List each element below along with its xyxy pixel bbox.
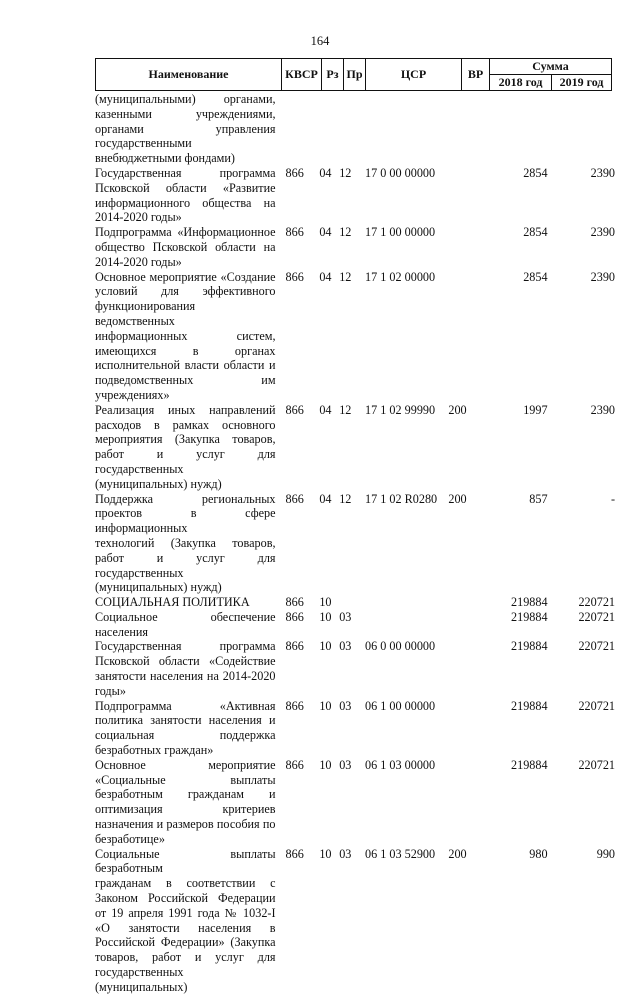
header-rz: Рз — [322, 59, 344, 91]
row-sum-2019: 220721 — [578, 595, 616, 610]
table-row — [95, 847, 615, 995]
row-rz: 10 — [319, 609, 332, 624]
row-name — [95, 699, 276, 758]
row-name-line: органами управления — [95, 121, 276, 136]
row-name-line: Государственная программа — [95, 639, 276, 654]
row-name-line: информационных систем, — [95, 328, 276, 343]
row-csr: 17 1 02 00000 — [365, 269, 436, 284]
row-rz: 10 — [319, 757, 332, 772]
row-name-line: безработных граждан» — [95, 743, 214, 758]
row-name-line: (муниципальными) органами, — [95, 92, 276, 106]
row-name-line: функционирования ведомственных — [95, 299, 196, 328]
table-row — [95, 270, 615, 403]
row-rz: 04 — [319, 165, 332, 180]
row-name-line: социальная поддержка — [95, 728, 276, 743]
row-sum-2019: 220721 — [578, 757, 616, 772]
row-csr: 17 0 00 00000 — [365, 165, 436, 180]
row-csr: 17 1 02 99990 — [365, 402, 436, 417]
row-name-line: расходов в рамках основного — [95, 417, 276, 432]
table-row — [95, 595, 615, 610]
row-sum-2018: 219884 — [511, 757, 548, 772]
table-body — [95, 92, 615, 995]
row-sum-2019: 2390 — [590, 165, 616, 180]
row-name — [95, 270, 276, 403]
row-rz: 04 — [319, 225, 332, 240]
row-name-line: от 19 апреля 1991 года № 1032-I — [95, 905, 276, 920]
row-pr: 03 — [339, 639, 352, 654]
row-name-line: Основное мероприятие «Создание — [95, 269, 276, 284]
row-name-line: Законом Российской Федерации — [95, 891, 276, 906]
header-2018: 2018 год — [490, 75, 552, 91]
row-sum-2018: 2854 — [523, 225, 548, 240]
row-name-line: Социальные выплаты безработным — [95, 846, 276, 876]
row-sum-2019: 2390 — [590, 402, 616, 417]
row-sum-2018: 2854 — [523, 165, 548, 180]
row-sum-2018: 219884 — [511, 595, 548, 610]
row-sum-2019: - — [610, 491, 616, 506]
table-row — [95, 492, 615, 596]
header-kvsr: КВСР — [282, 59, 322, 91]
row-name-line: информационного общества на — [95, 195, 276, 210]
header-csr: ЦСР — [366, 59, 462, 91]
row-name-line: работ и услуг для государственных — [95, 447, 276, 476]
row-sum-2019: 2390 — [590, 225, 616, 240]
row-name — [95, 225, 276, 269]
row-name — [95, 758, 276, 847]
row-kvsr: 866 — [285, 491, 304, 506]
header-2019: 2019 год — [552, 75, 612, 91]
row-name-line: годы» — [95, 683, 126, 698]
row-vr: 200 — [448, 491, 467, 506]
row-name-line: товаров, работ и услуг для — [95, 950, 276, 965]
row-name-line: «О занятости населения в — [95, 920, 276, 935]
row-name-line: назначения и размеров пособия по — [95, 817, 276, 832]
row-name-line: казенными учреждениями, — [95, 106, 276, 121]
row-rz: 10 — [319, 698, 332, 713]
row-kvsr: 866 — [285, 269, 304, 284]
row-pr: 03 — [339, 609, 352, 624]
row-pr: 12 — [339, 165, 352, 180]
table-row — [95, 403, 615, 492]
row-name — [95, 610, 276, 640]
row-sum-2018: 1997 — [523, 402, 548, 417]
row-sum-2019: 220721 — [578, 609, 616, 624]
row-name-line: (муниципальных) нужд) — [95, 580, 222, 595]
row-name-line: Псковской области «Развитие — [95, 180, 276, 195]
row-sum-2019: 990 — [596, 846, 616, 861]
row-kvsr: 866 — [285, 595, 304, 610]
header-sum: Сумма — [490, 59, 612, 75]
row-name-line: Социальное обеспечение — [95, 609, 276, 624]
row-name-line: мероприятия (Закупка товаров, — [95, 432, 276, 447]
row-name-line: исполнительной власти области и — [95, 358, 276, 373]
row-name-line: условий для эффективного — [95, 284, 276, 299]
row-name-line: Реализация иных направлений — [95, 402, 276, 417]
row-name-line: проектов в сфере информационных — [95, 506, 276, 536]
row-csr: 06 1 03 52900 — [365, 846, 436, 861]
row-name-line: Подпрограмма «Активная — [95, 698, 276, 713]
row-sum-2019: 220721 — [578, 639, 616, 654]
row-csr: 06 1 03 00000 — [365, 757, 436, 772]
row-rz: 04 — [319, 269, 332, 284]
row-vr: 200 — [448, 402, 467, 417]
table-row — [95, 639, 615, 698]
row-name — [95, 166, 276, 225]
row-kvsr: 866 — [285, 698, 304, 713]
table-header — [95, 58, 612, 91]
row-csr: 17 1 02 R0280 — [365, 491, 438, 506]
header-pr: Пр — [344, 59, 366, 91]
table-row — [95, 610, 615, 640]
row-name-line: общество Псковской области на — [95, 239, 276, 254]
row-sum-2018: 219884 — [511, 609, 548, 624]
row-rz: 10 — [319, 846, 332, 861]
row-rz: 04 — [319, 491, 332, 506]
row-rz: 04 — [319, 402, 332, 417]
row-name-line: Российской Федерации» (Закупка — [95, 935, 276, 950]
row-name-line: Основное мероприятие — [95, 757, 276, 772]
row-sum-2019: 220721 — [578, 698, 616, 713]
row-pr: 12 — [339, 225, 352, 240]
row-name-line: подведомственных им — [95, 373, 276, 388]
row-pr: 12 — [339, 402, 352, 417]
row-sum-2018: 857 — [529, 491, 548, 506]
table-row — [95, 92, 615, 166]
row-name-line: Подпрограмма «Информационное — [95, 225, 276, 240]
table-row — [95, 166, 615, 225]
row-name-line: Поддержка региональных — [95, 491, 276, 506]
row-name-line: учреждениях» — [95, 387, 170, 402]
row-name-line: СОЦИАЛЬНАЯ ПОЛИТИКА — [95, 595, 250, 610]
row-kvsr: 866 — [285, 639, 304, 654]
row-pr: 03 — [339, 698, 352, 713]
row-sum-2018: 2854 — [523, 269, 548, 284]
table-row — [95, 758, 615, 847]
row-rz: 10 — [319, 595, 332, 610]
row-name-line: гражданам в соответствии с — [95, 876, 276, 891]
row-name-line: работ и услуг для государственных — [95, 550, 276, 580]
row-name-line: безработице» — [95, 831, 165, 846]
row-kvsr: 866 — [285, 846, 304, 861]
row-name-line: политика занятости населения и — [95, 713, 276, 728]
row-pr: 12 — [339, 269, 352, 284]
row-name-line: безработным гражданам и — [95, 787, 276, 802]
table-row — [95, 225, 615, 269]
row-name — [95, 595, 276, 610]
row-kvsr: 866 — [285, 609, 304, 624]
row-name-line: населения — [95, 624, 149, 639]
row-name-line: «Социальные выплаты — [95, 772, 276, 787]
row-name-line: государственными — [95, 136, 192, 151]
row-sum-2019: 2390 — [590, 269, 616, 284]
header-vr: ВР — [462, 59, 490, 91]
row-sum-2018: 219884 — [511, 698, 548, 713]
row-name-line: 2014-2020 годы» — [95, 210, 182, 225]
row-name — [95, 92, 276, 166]
row-vr: 200 — [448, 846, 467, 861]
page-number: 164 — [310, 34, 330, 48]
row-kvsr: 866 — [285, 757, 304, 772]
row-sum-2018: 219884 — [511, 639, 548, 654]
row-rz: 10 — [319, 639, 332, 654]
row-kvsr: 866 — [285, 165, 304, 180]
row-name-line: оптимизация критериев — [95, 802, 276, 817]
row-name — [95, 492, 276, 596]
table-row — [95, 699, 615, 758]
row-pr: 12 — [339, 491, 352, 506]
row-name-line: Государственная программа — [95, 165, 276, 180]
row-kvsr: 866 — [285, 225, 304, 240]
row-name-line: имеющихся в органах — [95, 343, 276, 358]
row-name-line: (муниципальных) нужд) — [95, 476, 222, 491]
row-pr: 03 — [339, 757, 352, 772]
row-name-line: внебюджетными фондами) — [95, 151, 235, 166]
row-name — [95, 847, 276, 995]
row-sum-2018: 980 — [529, 846, 548, 861]
row-pr: 03 — [339, 846, 352, 861]
row-name-line: государственных (муниципальных) — [95, 965, 188, 994]
row-csr: 17 1 00 00000 — [365, 225, 436, 240]
row-name-line: технологий (Закупка товаров, — [95, 535, 276, 550]
row-name-line: занятости населения на 2014-2020 — [95, 669, 276, 684]
row-name — [95, 403, 276, 492]
row-name-line: 2014-2020 годы» — [95, 254, 182, 269]
row-csr: 06 0 00 00000 — [365, 639, 436, 654]
header-name: Наименование — [96, 59, 282, 91]
row-kvsr: 866 — [285, 402, 304, 417]
row-name — [95, 639, 276, 698]
row-name-line: Псковской области «Содействие — [95, 654, 276, 669]
row-csr: 06 1 00 00000 — [365, 698, 436, 713]
